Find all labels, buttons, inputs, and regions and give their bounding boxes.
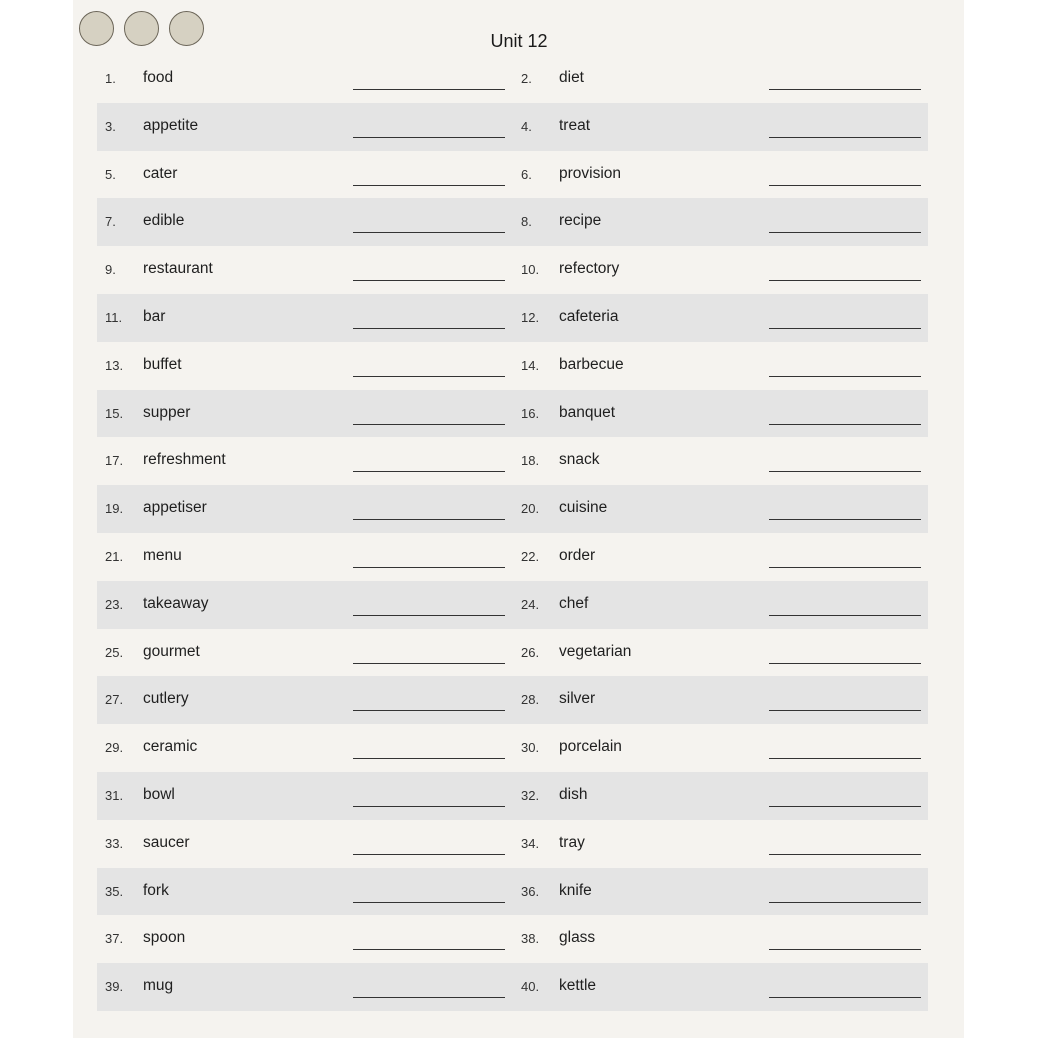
- item-number: 20.: [521, 501, 540, 517]
- answer-blank[interactable]: [769, 949, 921, 950]
- vocab-item: [513, 629, 928, 677]
- item-number: 13.: [105, 357, 124, 373]
- vocab-item: [513, 772, 928, 820]
- vocab-item: [513, 342, 928, 390]
- item-number: 35.: [105, 883, 124, 899]
- vocab-item: [97, 820, 512, 868]
- item-number: 22.: [521, 548, 540, 564]
- vocab-word: silver: [559, 690, 596, 708]
- item-number: 25.: [105, 644, 124, 660]
- vocab-word: porcelain: [559, 738, 622, 756]
- vocab-word: fork: [143, 881, 169, 899]
- vocab-word: appetiser: [143, 499, 207, 517]
- table-row: [97, 820, 928, 868]
- item-number: 34.: [521, 835, 540, 851]
- vocab-word: food: [143, 69, 174, 86]
- vocab-item: [97, 103, 512, 151]
- item-number: 37.: [105, 931, 124, 947]
- item-number: 12.: [521, 309, 540, 325]
- item-number: 30.: [521, 740, 540, 756]
- answer-blank[interactable]: [353, 997, 505, 998]
- answer-blank[interactable]: [353, 232, 505, 233]
- vocab-word: buffet: [143, 355, 182, 373]
- item-number: 36.: [521, 883, 540, 899]
- answer-blank[interactable]: [769, 854, 921, 855]
- vocab-word: vegetarian: [559, 642, 632, 660]
- vocab-word: saucer: [143, 833, 190, 851]
- item-number: 21.: [105, 548, 124, 564]
- table-row: [97, 246, 928, 294]
- table-row: [97, 151, 928, 199]
- answer-blank[interactable]: [769, 997, 921, 998]
- answer-blank[interactable]: [769, 615, 921, 616]
- table-row: [97, 868, 928, 916]
- table-row: [97, 533, 928, 581]
- item-number: 28.: [521, 692, 540, 708]
- vocab-item: [513, 963, 928, 1011]
- item-number: 4.: [521, 118, 532, 134]
- table-row: [97, 342, 928, 390]
- item-number: 16.: [521, 405, 540, 421]
- vocab-word: tray: [559, 833, 585, 851]
- item-number: 14.: [521, 357, 540, 373]
- item-number: 33.: [105, 835, 124, 851]
- vocab-item: [513, 581, 928, 629]
- vocab-word: diet: [559, 69, 584, 86]
- vocab-item: [97, 437, 512, 485]
- vocab-word: glass: [559, 929, 596, 947]
- vocab-word: cuisine: [559, 499, 608, 517]
- vocab-item: [513, 246, 928, 294]
- vocab-item: [97, 963, 512, 1011]
- answer-blank[interactable]: [769, 902, 921, 903]
- vocab-item: [97, 724, 512, 772]
- item-number: 2.: [521, 71, 532, 86]
- table-row: [97, 963, 928, 1011]
- vocab-item: [97, 581, 512, 629]
- vocab-item: [513, 485, 928, 533]
- answer-blank[interactable]: [769, 232, 921, 233]
- vocab-word: refreshment: [143, 451, 226, 469]
- item-number: 8.: [521, 214, 532, 230]
- vocab-word: appetite: [143, 116, 199, 134]
- table-row: [97, 390, 928, 438]
- table-row: [97, 915, 928, 963]
- vocab-word: menu: [143, 546, 182, 564]
- vocab-word: cater: [143, 164, 178, 182]
- vocab-word: ceramic: [143, 738, 198, 756]
- vocab-word: dish: [559, 785, 588, 803]
- answer-blank[interactable]: [769, 424, 921, 425]
- table-row: [97, 437, 928, 485]
- answer-blank[interactable]: [769, 376, 921, 377]
- vocab-word: knife: [559, 881, 592, 899]
- vocab-word: provision: [559, 164, 622, 182]
- item-number: 29.: [105, 740, 124, 756]
- vocab-item: [513, 151, 928, 199]
- vocab-list: [97, 55, 928, 1011]
- vocab-word: kettle: [559, 977, 597, 995]
- answer-blank[interactable]: [353, 758, 505, 759]
- vocab-word: chef: [559, 594, 589, 612]
- vocab-item: [513, 103, 928, 151]
- vocab-word: edible: [143, 212, 185, 230]
- vocab-word: takeaway: [143, 594, 209, 612]
- vocab-word: cafeteria: [559, 307, 619, 325]
- table-row: [97, 629, 928, 677]
- item-number: 9.: [105, 262, 116, 278]
- answer-blank[interactable]: [769, 89, 921, 90]
- table-row: [97, 103, 928, 151]
- answer-blank[interactable]: [769, 471, 921, 472]
- vocab-item: [513, 676, 928, 724]
- table-row: [97, 294, 928, 342]
- vocab-word: treat: [559, 116, 591, 134]
- item-number: 1.: [105, 71, 116, 86]
- vocab-word: restaurant: [143, 260, 213, 278]
- vocab-item: [97, 55, 512, 103]
- vocab-word: supper: [143, 403, 191, 421]
- vocab-item: [513, 55, 928, 103]
- table-row: [97, 198, 928, 246]
- vocab-item: [97, 868, 512, 916]
- item-number: 38.: [521, 931, 540, 947]
- vocab-item: [513, 820, 928, 868]
- item-number: 24.: [521, 596, 540, 612]
- vocab-item: [513, 915, 928, 963]
- item-number: 31.: [105, 787, 124, 803]
- vocab-item: [513, 390, 928, 438]
- vocab-item: [97, 198, 512, 246]
- item-number: 17.: [105, 453, 124, 469]
- answer-blank[interactable]: [769, 185, 921, 186]
- table-row: [97, 55, 928, 103]
- vocab-item: [513, 724, 928, 772]
- answer-blank[interactable]: [769, 663, 921, 664]
- table-row: [97, 724, 928, 772]
- answer-blank[interactable]: [353, 519, 505, 520]
- vocab-item: [513, 437, 928, 485]
- vocab-item: [513, 533, 928, 581]
- answer-blank[interactable]: [353, 615, 505, 616]
- item-number: 27.: [105, 692, 124, 708]
- answer-blank[interactable]: [353, 185, 505, 186]
- answer-blank[interactable]: [353, 567, 505, 568]
- item-number: 39.: [105, 979, 124, 995]
- table-row: [97, 772, 928, 820]
- vocab-item: [97, 676, 512, 724]
- vocab-item: [513, 868, 928, 916]
- vocab-word: recipe: [559, 212, 602, 230]
- answer-blank[interactable]: [353, 854, 505, 855]
- answer-blank[interactable]: [353, 710, 505, 711]
- vocab-item: [97, 390, 512, 438]
- table-row: [97, 581, 928, 629]
- answer-blank[interactable]: [353, 663, 505, 664]
- item-number: 5.: [105, 166, 116, 182]
- item-number: 3.: [105, 118, 116, 134]
- answer-blank[interactable]: [353, 137, 505, 138]
- answer-blank[interactable]: [353, 376, 505, 377]
- answer-blank[interactable]: [769, 567, 921, 568]
- vocab-word: mug: [143, 977, 174, 995]
- answer-blank[interactable]: [353, 280, 505, 281]
- item-number: 40.: [521, 979, 540, 995]
- answer-blank[interactable]: [769, 710, 921, 711]
- vocab-item: [97, 342, 512, 390]
- vocab-word: bar: [143, 307, 166, 325]
- vocab-item: [513, 294, 928, 342]
- item-number: 11.: [105, 309, 123, 325]
- answer-blank[interactable]: [353, 949, 505, 950]
- answer-blank[interactable]: [353, 328, 505, 329]
- vocab-word: banquet: [559, 403, 616, 421]
- item-number: 7.: [105, 214, 116, 230]
- answer-blank[interactable]: [353, 89, 505, 90]
- item-number: 18.: [521, 453, 540, 469]
- answer-blank[interactable]: [769, 758, 921, 759]
- answer-blank[interactable]: [769, 519, 921, 520]
- vocab-word: spoon: [143, 929, 186, 947]
- vocab-word: barbecue: [559, 355, 624, 373]
- vocab-item: [97, 772, 512, 820]
- page-title: Unit 12: [490, 31, 548, 51]
- table-row: [97, 676, 928, 724]
- vocab-word: order: [559, 546, 596, 564]
- answer-blank[interactable]: [353, 471, 505, 472]
- answer-blank[interactable]: [353, 902, 505, 903]
- vocab-word: cutlery: [143, 690, 189, 708]
- answer-blank[interactable]: [769, 328, 921, 329]
- item-number: 10.: [521, 262, 540, 278]
- item-number: 15.: [105, 405, 124, 421]
- table-row: [97, 485, 928, 533]
- answer-blank[interactable]: [353, 424, 505, 425]
- vocab-word: bowl: [143, 785, 175, 803]
- vocab-word: snack: [559, 451, 600, 469]
- answer-blank[interactable]: [769, 280, 921, 281]
- item-number: 19.: [105, 501, 124, 517]
- vocab-item: [97, 246, 512, 294]
- vocab-item: [97, 294, 512, 342]
- answer-blank[interactable]: [353, 806, 505, 807]
- item-number: 6.: [521, 166, 532, 182]
- vocab-item: [97, 533, 512, 581]
- answer-blank[interactable]: [769, 806, 921, 807]
- vocab-item: [97, 485, 512, 533]
- vocab-word: refectory: [559, 260, 620, 278]
- vocab-word: gourmet: [143, 642, 200, 660]
- vocab-item: [97, 915, 512, 963]
- item-number: 32.: [521, 787, 540, 803]
- vocab-item: [97, 151, 512, 199]
- answer-blank[interactable]: [769, 137, 921, 138]
- vocab-item: [513, 198, 928, 246]
- item-number: 23.: [105, 596, 124, 612]
- vocab-item: [97, 629, 512, 677]
- item-number: 26.: [521, 644, 540, 660]
